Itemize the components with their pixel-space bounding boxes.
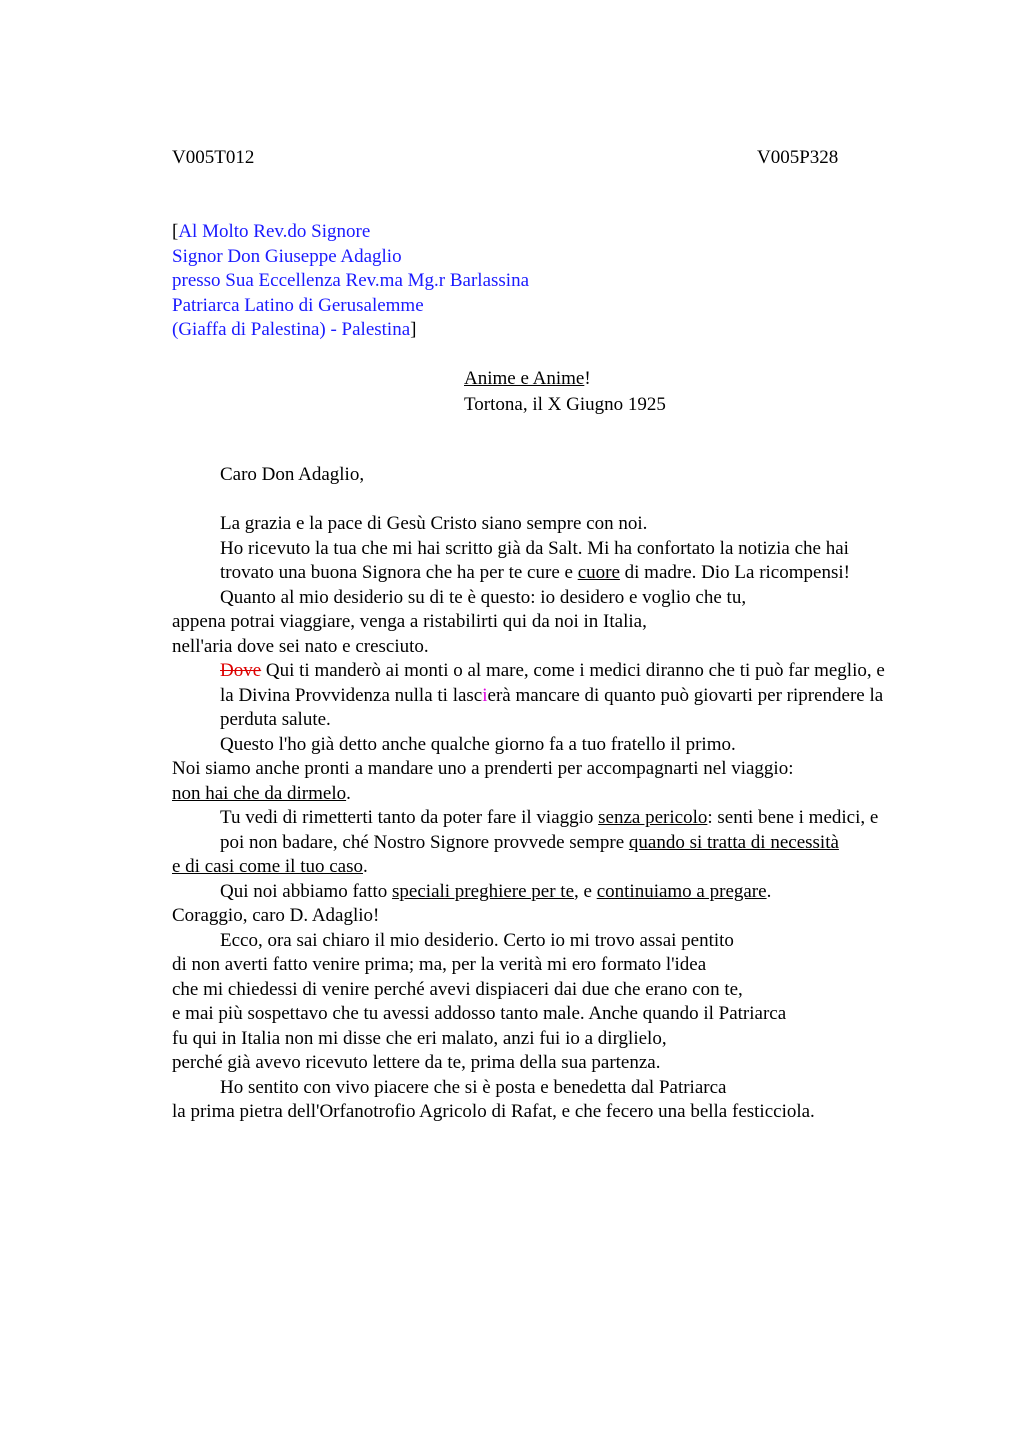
paragraph-8-line-1: Ecco, ora sai chiaro il mio desiderio. Certo io mi trovo assai pentito bbox=[220, 929, 734, 951]
paragraph-3: Quanto al mio desiderio su di te è questo: io desidero e voglio che tu, bbox=[220, 586, 747, 608]
deleted-word: Dove bbox=[220, 660, 262, 681]
place-date: Tortona, il X Giugno 1925 bbox=[464, 393, 666, 415]
address-line-1: Al Molto Rev.do Signore bbox=[178, 221, 371, 242]
motto-title: Anime e Anime bbox=[464, 368, 585, 389]
underlined-text: e di casi come il tuo caso bbox=[172, 856, 363, 877]
address-line bbox=[172, 220, 529, 245]
document-code-left: V005T012 bbox=[172, 147, 255, 168]
paragraph-2: Ho ricevuto la tua che mi hai scritto già da Salt. Mi ha confortato la notizia che hai trovato una buona Signora che ha per te cure e cuore di madre. Dio La ricompensi! bbox=[220, 537, 850, 583]
paragraph-8-line-4: e mai più sospettavo che tu avessi addosso tanto male. Anche quando il Patriarca bbox=[172, 1003, 787, 1024]
address-open-bracket: [ bbox=[172, 221, 179, 242]
paragraph-7-line-2: Coraggio, caro D. Adaglio! bbox=[172, 905, 380, 926]
motto-exclaim: ! bbox=[584, 368, 591, 389]
paragraph-8-line-2: di non averti fatto venire prima; ma, per la verità mi ero formato l'idea bbox=[172, 954, 707, 975]
paragraph-4: Dove Qui ti manderò ai monti o al mare, come i medici diranno che ti può far meglio, e la Divina Provvidenza nulla ti lascierà mancare di quanto può giovarti per riprendere la perduta salute. bbox=[220, 660, 885, 730]
paragraph-1: La grazia e la pace di Gesù Cristo siano sempre con noi. bbox=[220, 513, 648, 534]
paragraph-3-line-2: appena potrai viaggiare, venga a ristabilirti qui da noi in Italia, bbox=[172, 611, 647, 632]
letter-body bbox=[172, 463, 892, 1125]
address-line-4: Patriarca Latino di Gerusalemme bbox=[172, 294, 424, 316]
paragraph-9-line-2: la prima pietra dell'Orfanotrofio Agricolo di Rafat, e che fecero una bella festicciola. bbox=[172, 1101, 815, 1122]
address-close-bracket: ] bbox=[410, 319, 417, 340]
greeting: Caro Don Adaglio, bbox=[220, 464, 365, 485]
underlined-text: cuore bbox=[577, 562, 620, 583]
underlined-text: speciali preghiere per te bbox=[392, 880, 575, 902]
underlined-text: quando si tratta di necessità bbox=[628, 831, 839, 853]
address-line bbox=[172, 318, 529, 343]
address-line-3: presso Sua Eccellenza Rev.ma Mg.r Barlassina bbox=[172, 270, 530, 291]
paragraph-5: Questo l'ho già detto anche qualche giorno fa a tuo fratello il primo. bbox=[220, 733, 736, 755]
paragraph-7: Qui noi abbiamo fatto speciali preghiere per te, e continuiamo a pregare. bbox=[220, 880, 772, 902]
paragraph-8-line-6: perché già avevo ricevuto lettere da te, prima della sua partenza. bbox=[172, 1052, 661, 1073]
underlined-text: non hai che da dirmelo bbox=[172, 782, 347, 804]
inserted-letter: i bbox=[482, 684, 488, 706]
paragraph-9: Ho sentito con vivo piacere che si è posta e benedetta dal Patriarca bbox=[220, 1076, 727, 1098]
underlined-text: continuiamo a pregare bbox=[596, 880, 767, 902]
motto-line bbox=[464, 366, 666, 392]
underlined-text: senza pericolo bbox=[598, 807, 708, 828]
address-line-5: (Giaffa di Palestina) - Palestina bbox=[172, 319, 411, 340]
motto-block bbox=[464, 366, 666, 417]
paragraph-5-line-3: non hai che da dirmelo. bbox=[172, 782, 351, 804]
address-line-2: Signor Don Giuseppe Adaglio bbox=[172, 245, 402, 267]
paragraph-8-line-5: fu qui in Italia non mi disse che eri malato, anzi fui io a dirglielo, bbox=[172, 1027, 667, 1049]
document-code-right: V005P328 bbox=[757, 147, 839, 168]
paragraph-8-line-3: che mi chiedessi di venire perché avevi dispiaceri dai due che erano con te, bbox=[172, 978, 743, 1000]
paragraph-6: Tu vedi di rimetterti tanto da poter fare il viaggio senza pericolo: senti bene i medici, e poi non badare, ché Nostro Signore provvede sempre quando si tratta di necessità bbox=[220, 807, 879, 853]
paragraph-6-line-end: e di casi come il tuo caso. bbox=[172, 856, 368, 877]
address-block bbox=[172, 220, 529, 343]
paragraph-5-line-2: Noi siamo anche pronti a mandare uno a prenderti per accompagnarti nel viaggio: bbox=[172, 758, 794, 779]
paragraph-3-line-3: nell'aria dove sei nato e cresciuto. bbox=[172, 635, 429, 657]
